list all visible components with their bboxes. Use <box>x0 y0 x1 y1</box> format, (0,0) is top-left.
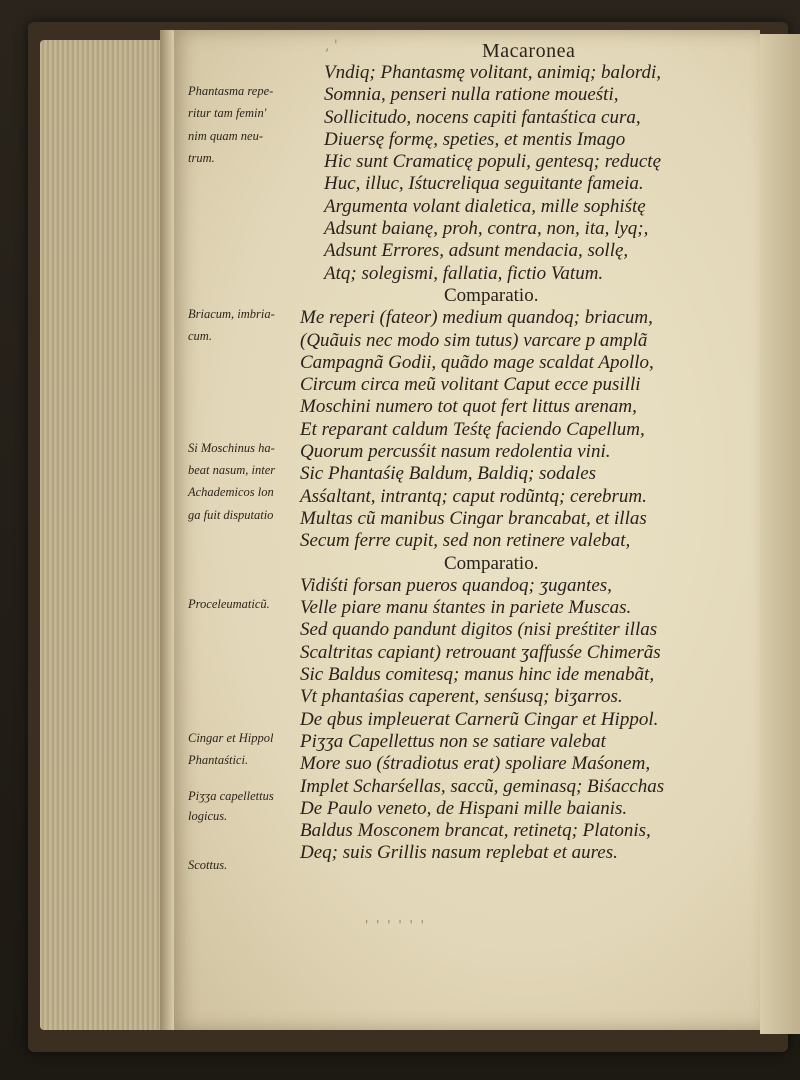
top-marks: , ' <box>325 38 338 54</box>
margin-note: Piʒʒa capellettus <box>188 788 274 803</box>
margin-note: beat nasum, inter <box>188 463 276 478</box>
verse-line: Circum circa meũ volitant Caput ecce pusilli <box>300 374 641 396</box>
verse-line: Vndiq; Phantasmę volitant, animiq; balordi, <box>324 62 662 83</box>
verse-line: Implet Scharśellas, saccũ, geminasq; Biśacchas <box>300 775 665 797</box>
catchword-marks: ' ' ' ' ' ' <box>365 918 426 932</box>
verse-line: Campagnã Godii, quãdo mage scaldat Apollo, <box>300 351 654 373</box>
verse-line: Quorum percusśit nasum redolentia vini. <box>300 441 611 463</box>
margin-note: Phantaśtici. <box>188 753 249 767</box>
verse-line: Secum ferre cupit, sed non retinere valebat, <box>300 530 631 552</box>
verse-line: Vidiśti forsan pueros quandoq; ʒugantes, <box>300 574 612 596</box>
margin-note: ritur tam femin' <box>188 106 267 121</box>
verse-line: Sed quando pandunt digitos (nisi preśtiter illas <box>300 619 658 641</box>
section-heading: Comparatio. <box>444 284 539 306</box>
verse-line: Adsunt baianę, proh, contra, non, ita, lyq;, <box>324 218 649 240</box>
verse-line: Argumenta volant dialetica, mille sophiśtę <box>324 195 646 217</box>
verse-line: Velle piare manu śtantes in pariete Muscas. <box>300 597 632 619</box>
margin-note: Scottus. <box>188 857 228 872</box>
verse-line: Sic Baldus comitesq; manus hinc ide menabãt, <box>300 664 655 686</box>
page-gutter <box>160 30 174 1030</box>
section-heading: Comparatio. <box>444 552 539 574</box>
margin-note: Phantasma repe- <box>188 84 274 98</box>
verse-line: More suo (śtradiotus erat) spoliare Maśonem, <box>300 753 651 775</box>
verse-line: Sic Phantaśię Baldum, Baldiq; sodales <box>300 463 597 485</box>
margin-note: ga fuit disputatio <box>188 507 274 522</box>
page-edges <box>40 40 180 1030</box>
verse-line: (Quãuis nec modo sim tutus) varcare p amplã <box>300 329 648 351</box>
verse-line: Moschini numero tot quot fert littus arenam, <box>300 396 637 418</box>
verse-line: Multas cũ manibus Cingar brancabat, et illas <box>300 507 647 529</box>
verse-line: Asśaltant, intrantq; caput rodũntq; cerebrum. <box>300 485 647 507</box>
verse-line: Sollicitudo, nocens capiti fantaśtica cura, <box>324 106 641 128</box>
verse-line: Vt phantaśias caperent, senśusq; biʒarros. <box>300 686 623 708</box>
verse-line: Adsunt Errores, adsunt mendacia, sollę, <box>324 240 629 262</box>
margin-note: Briacum, imbria- <box>188 307 275 321</box>
verse-line: Scaltritas capiant) retrouant ʒaffusśe Chimerãs <box>300 641 661 663</box>
verse-line: De Paulo veneto, de Hispani mille baianis. <box>300 797 628 819</box>
main-text-block <box>300 62 770 865</box>
verse-line: Huc, illuc, Iśtucreliqua seguitante fameia. <box>324 173 644 195</box>
verse-line: Piʒʒa Capellettus non se satiare valebat <box>300 730 606 752</box>
verse-line: Somnia, penseri nulla ratione moueśti, <box>324 84 619 106</box>
margin-note: Si Moschinus ha- <box>188 440 275 455</box>
margin-note: Cingar et Hippol <box>188 730 274 745</box>
verse-line: Me reperi (fateor) medium quandoq; briacum, <box>300 307 653 329</box>
margin-note: Proceleumaticũ. <box>188 596 270 611</box>
verse-line: De qbus impleuerat Carnerũ Cingar et Hippol. <box>300 708 659 730</box>
verse-line: Hic sunt Cramaticę populi, gentesq; reductę <box>324 151 662 173</box>
verse-line: Baldus Mosconem brancat, retinetq; Platonis, <box>300 820 651 842</box>
margin-note: nim quam neu- <box>188 128 263 143</box>
verse-line: Deq; suis Grillis nasum replebat et aures. <box>300 842 618 864</box>
margin-note: logicus. <box>188 808 228 823</box>
running-head: Macaronea <box>482 40 576 62</box>
verse-line: Atq; solegismi, fallatia, fictio Vatum. <box>324 262 604 284</box>
margin-note: trum. <box>188 150 215 165</box>
margin-note: cum. <box>188 329 212 344</box>
verse-line: Et reparant caldum Teśtę faciendo Capellum, <box>300 418 645 440</box>
verse-line: Diuersę formę, speties, et mentis Imago <box>324 128 626 150</box>
margin-note: Achademicos lon <box>188 485 274 500</box>
